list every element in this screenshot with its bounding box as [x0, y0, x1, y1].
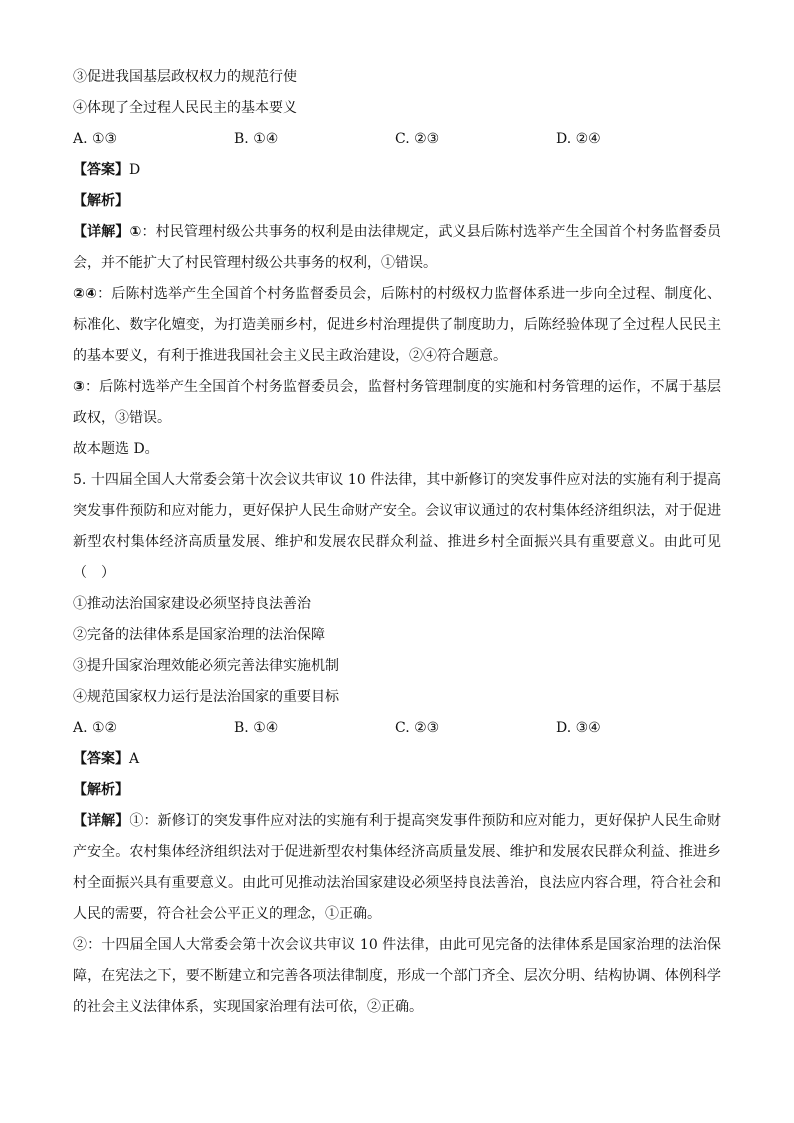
document-page [73, 62, 721, 1023]
q5-stem: 5. 十四届全国人大常委会第十次会议共审议 10 件法律，其中新修订的突发事件应对法的实施有利于提高突发事件预防和应对能力，更好保护人民生命财产安全。会议审议通过的农村集体经济组织法，对于促进新型农村集体经济高质量发展、维护和发展农民群众利益、推进乡村全面振兴具有重要意义。由此可见（ ） [73, 472, 721, 581]
detail-text: ：村民管理村级公共事务的权利是由法律规定，武义县后陈村选举产生全国首个村务监督委员会，并不能扩大了村民管理村级公共事务的权利，①错误。 [73, 224, 722, 271]
detail-text: ：后陈村选举产生全国首个村务监督委员会，后陈村的村级权力监督体系进一步向全过程、制度化、标准化、数字化嬗变，为打造美丽乡村，促进乡村治理提供了制度助力，后陈经验体现了全过程人民民主的基本要义，有利于推进我国社会主义民主政治建设，②④符合题意。 [73, 286, 721, 364]
q5-option-1: ①推动法治国家建设必须坚持良法善治 [73, 596, 311, 612]
answer-value: A [129, 751, 140, 767]
q5-choice-d: D. ③④ [556, 720, 601, 736]
q4-choice-c: C. ②③ [395, 131, 440, 147]
answer-tag: 【答案】 [73, 751, 129, 767]
detail-lead: ③ [73, 379, 85, 395]
q4-detail-1 [73, 217, 721, 279]
q4-detail-3 [73, 372, 721, 434]
detail-text: ：后陈村选举产生全国首个村务监督委员会，监督村务管理制度的实施和村务管理的运作，不属于基层政权，③错误。 [73, 379, 722, 426]
q4-detail-2 [73, 279, 721, 372]
q4-choice-d: D. ②④ [556, 131, 601, 147]
answer-tag: 【答案】 [73, 162, 129, 178]
q5-choice-a: A. ①② [73, 720, 118, 736]
q4-choice-a: A. ①③ [73, 131, 118, 147]
detail-lead: ① [129, 224, 142, 240]
detail-lead: ②④ [73, 286, 98, 302]
q4-choices [73, 124, 721, 155]
answer-value: D [129, 162, 141, 178]
q4-conclusion: 故本题选 D。 [73, 441, 159, 457]
detail-tag: 【详解】 [73, 224, 130, 240]
q4-option-4: ④体现了全过程人民民主的基本要义 [73, 100, 297, 116]
analysis-tag: 【解析】 [73, 782, 129, 798]
q5-detail-2: ②：十四届全国人大常委会第十次会议共审议 10 件法律，由此可见完备的法律体系是国家治理的法治保障，在宪法之下，要不断建立和完善各项法律制度，形成一个部门齐全、层次分明、结构协调、体例科学的社会主义法律体系，实现国家治理有法可依，②正确。 [73, 937, 721, 1015]
q5-choices [73, 713, 721, 744]
q5-choice-c: C. ②③ [395, 720, 440, 736]
q5-analysis-heading [73, 775, 721, 806]
detail-tag: 【详解】 [73, 813, 130, 829]
q4-analysis-heading [73, 186, 721, 217]
q5-option-4: ④规范国家权力运行是法治国家的重要目标 [73, 689, 339, 705]
q5-choice-b: B. ①④ [234, 720, 279, 736]
q4-option-3: ③促进我国基层政权权力的规范行使 [73, 69, 297, 85]
analysis-tag: 【解析】 [73, 193, 129, 209]
q4-answer [73, 155, 721, 186]
detail-text: ①：新修订的突发事件应对法的实施有利于提高突发事件预防和应对能力，更好保护人民生命财产安全。农村集体经济组织法对于促进新型农村集体经济高质量发展、维护和发展农民群众利益、推进乡村全面振兴具有重要意义。由此可见推动法治国家建设必须坚持良法善治，良法应内容合理，符合社会和人民的需要，符合社会公平正义的理念，①正确。 [73, 813, 722, 922]
q4-choice-b: B. ①④ [234, 131, 279, 147]
q5-detail-1 [73, 806, 721, 930]
q5-answer [73, 744, 721, 775]
q5-option-2: ②完备的法律体系是国家治理的法治保障 [73, 627, 325, 643]
q5-option-3: ③提升国家治理效能必须完善法律实施机制 [73, 658, 339, 674]
